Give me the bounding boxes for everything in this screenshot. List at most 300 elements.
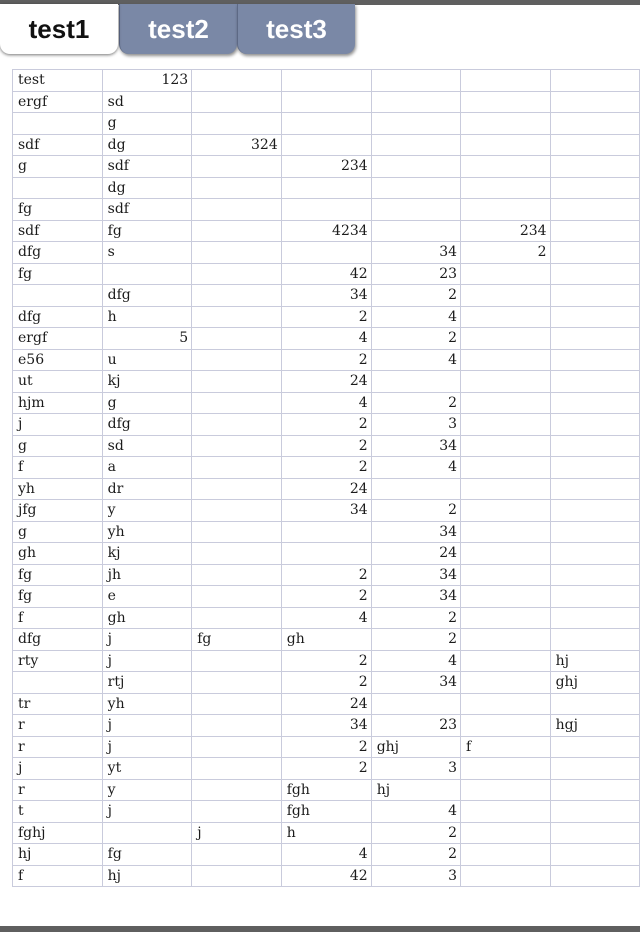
grid-cell[interactable] [550, 285, 639, 307]
grid-cell[interactable] [192, 177, 282, 199]
grid-cell[interactable]: test [13, 70, 103, 92]
grid-cell[interactable] [461, 672, 551, 694]
table-row [13, 435, 640, 457]
grid-cell[interactable]: dfg [102, 414, 192, 436]
grid-cell[interactable] [550, 607, 639, 629]
table-row [13, 693, 640, 715]
grid-cell[interactable] [192, 220, 282, 242]
grid-cell[interactable]: 23 [371, 715, 460, 737]
grid-cell[interactable] [461, 91, 551, 113]
grid-cell[interactable]: sdf [13, 134, 103, 156]
grid-cell[interactable]: 4 [371, 650, 460, 672]
grid-cell[interactable] [192, 564, 282, 586]
grid-cell[interactable] [550, 478, 639, 500]
grid-cell[interactable]: g [13, 435, 103, 457]
grid-cell[interactable] [281, 91, 371, 113]
grid-cell[interactable] [192, 758, 282, 780]
grid-cell[interactable]: 34 [281, 715, 371, 737]
grid-cell[interactable]: r [13, 779, 103, 801]
grid-cell[interactable] [461, 285, 551, 307]
grid-cell[interactable] [461, 414, 551, 436]
grid-cell[interactable]: fg [13, 199, 103, 221]
grid-cell[interactable] [461, 822, 551, 844]
grid-cell[interactable]: e56 [13, 349, 103, 371]
grid-cell[interactable] [461, 328, 551, 350]
grid-cell[interactable]: 2 [281, 564, 371, 586]
grid-cell[interactable] [461, 306, 551, 328]
grid-cell[interactable]: fghj [13, 822, 103, 844]
grid-cell[interactable]: 34 [281, 500, 371, 522]
grid-cell[interactable] [461, 500, 551, 522]
grid-cell[interactable] [461, 521, 551, 543]
grid-cell[interactable] [550, 543, 639, 565]
grid-cell[interactable] [13, 285, 103, 307]
grid-cell[interactable] [550, 586, 639, 608]
table-row [13, 865, 640, 887]
grid-cell[interactable]: kj [102, 371, 192, 393]
grid-cell[interactable] [461, 113, 551, 135]
table-row [13, 629, 640, 651]
grid-cell[interactable]: e [102, 586, 192, 608]
grid-cell[interactable] [550, 113, 639, 135]
grid-cell[interactable]: 2 [281, 306, 371, 328]
grid-cell[interactable] [461, 865, 551, 887]
grid-cell[interactable] [550, 435, 639, 457]
grid-cell[interactable]: 4 [371, 349, 460, 371]
grid-cell[interactable] [371, 371, 460, 393]
grid-cell[interactable]: ghj [550, 672, 639, 694]
table-row [13, 844, 640, 866]
grid-cell[interactable]: y [102, 779, 192, 801]
table-row [13, 607, 640, 629]
grid-cell[interactable] [461, 543, 551, 565]
grid-cell[interactable]: j [102, 650, 192, 672]
grid-cell[interactable]: ut [13, 371, 103, 393]
grid-cell[interactable] [281, 521, 371, 543]
grid-cell[interactable]: h [281, 822, 371, 844]
grid-cell[interactable]: g [13, 521, 103, 543]
grid-cell[interactable] [371, 91, 460, 113]
grid-cell[interactable]: j [192, 822, 282, 844]
grid-cell[interactable]: 42 [281, 263, 371, 285]
grid-cell[interactable] [192, 672, 282, 694]
grid-cell[interactable] [550, 156, 639, 178]
grid-cell[interactable]: 34 [371, 242, 460, 264]
grid-cell[interactable] [550, 865, 639, 887]
table-row [13, 564, 640, 586]
grid-cell[interactable] [192, 521, 282, 543]
table-row [13, 672, 640, 694]
grid-cell[interactable]: g [102, 392, 192, 414]
grid-cell[interactable] [550, 629, 639, 651]
grid-cell[interactable]: 4 [281, 844, 371, 866]
table-row [13, 306, 640, 328]
grid-cell[interactable]: yt [102, 758, 192, 780]
grid-cell[interactable]: 2 [371, 607, 460, 629]
spreadsheet-grid [12, 69, 640, 887]
grid-cell[interactable]: 2 [281, 736, 371, 758]
grid-cell[interactable]: j [13, 414, 103, 436]
grid-cell[interactable] [371, 693, 460, 715]
grid-cell[interactable] [550, 199, 639, 221]
grid-cell[interactable] [461, 779, 551, 801]
grid-cell[interactable]: 2 [371, 822, 460, 844]
grid-cell[interactable] [550, 392, 639, 414]
grid-cell[interactable] [550, 693, 639, 715]
grid-cell[interactable]: dfg [13, 629, 103, 651]
grid-cell[interactable]: s [102, 242, 192, 264]
grid-cell[interactable] [192, 457, 282, 479]
grid-cell[interactable] [461, 156, 551, 178]
table-row [13, 220, 640, 242]
grid-cell[interactable]: dfg [13, 306, 103, 328]
grid-cell[interactable]: f [13, 607, 103, 629]
grid-cell[interactable] [192, 478, 282, 500]
grid-cell[interactable]: fgh [281, 779, 371, 801]
table-row [13, 801, 640, 823]
grid-cell[interactable] [550, 457, 639, 479]
grid-cell[interactable]: u [102, 349, 192, 371]
grid-cell[interactable]: ergf [13, 91, 103, 113]
grid-cell[interactable] [281, 177, 371, 199]
grid-cell[interactable]: kj [102, 543, 192, 565]
table-row [13, 478, 640, 500]
grid-cell[interactable]: 3 [371, 758, 460, 780]
table-row [13, 543, 640, 565]
grid-cell[interactable] [550, 822, 639, 844]
grid-cell[interactable]: j [102, 715, 192, 737]
grid-cell[interactable]: r [13, 736, 103, 758]
grid-cell[interactable]: 2 [371, 500, 460, 522]
grid-cell[interactable] [192, 865, 282, 887]
grid-cell[interactable]: 3 [371, 865, 460, 887]
grid-cell[interactable] [461, 349, 551, 371]
grid-cell[interactable]: j [102, 629, 192, 651]
grid-cell[interactable] [192, 91, 282, 113]
grid-cell[interactable]: 24 [281, 693, 371, 715]
grid-cell[interactable]: dg [102, 134, 192, 156]
grid-cell[interactable] [102, 822, 192, 844]
grid-cell[interactable] [371, 177, 460, 199]
grid-cell[interactable] [461, 70, 551, 92]
grid-cell[interactable]: hj [13, 844, 103, 866]
table-row [13, 586, 640, 608]
grid-cell[interactable] [192, 306, 282, 328]
grid-cell[interactable]: 2 [371, 392, 460, 414]
grid-cell[interactable]: j [102, 801, 192, 823]
grid-cell[interactable]: h [102, 306, 192, 328]
grid-cell[interactable] [192, 586, 282, 608]
grid-cell[interactable] [371, 113, 460, 135]
grid-cell[interactable] [550, 328, 639, 350]
grid-cell[interactable]: hj [102, 865, 192, 887]
grid-cell[interactable]: yh [102, 521, 192, 543]
grid-cell[interactable]: 234 [281, 156, 371, 178]
table-row [13, 715, 640, 737]
grid-cell[interactable]: gh [13, 543, 103, 565]
grid-cell[interactable] [461, 758, 551, 780]
grid-cell[interactable] [192, 263, 282, 285]
grid-cell[interactable]: fg [192, 629, 282, 651]
grid-cell[interactable]: hj [550, 650, 639, 672]
grid-cell[interactable] [461, 650, 551, 672]
grid-cell[interactable]: 24 [371, 543, 460, 565]
tab-test1[interactable]: test1 [0, 4, 118, 54]
grid-cell[interactable]: 4 [371, 801, 460, 823]
table-row [13, 457, 640, 479]
grid-cell[interactable] [281, 543, 371, 565]
grid-cell[interactable]: g [13, 156, 103, 178]
grid-cell[interactable]: f [461, 736, 551, 758]
grid-cell[interactable]: 2 [281, 457, 371, 479]
grid-cell[interactable]: 2 [281, 650, 371, 672]
grid-cell[interactable] [192, 414, 282, 436]
grid-cell[interactable] [281, 199, 371, 221]
grid-cell[interactable]: tr [13, 693, 103, 715]
grid-cell[interactable] [550, 91, 639, 113]
grid-cell[interactable] [371, 134, 460, 156]
grid-cell[interactable]: 2 [371, 285, 460, 307]
grid-cell[interactable] [461, 801, 551, 823]
grid-cell[interactable]: y [102, 500, 192, 522]
grid-cell[interactable]: fg [13, 564, 103, 586]
grid-cell[interactable]: dfg [13, 242, 103, 264]
grid-cell[interactable] [550, 844, 639, 866]
grid-cell[interactable]: dg [102, 177, 192, 199]
table-row [13, 263, 640, 285]
grid-cell[interactable]: dr [102, 478, 192, 500]
grid-cell[interactable] [550, 371, 639, 393]
grid-cell[interactable]: t [13, 801, 103, 823]
grid-cell[interactable]: g [102, 113, 192, 135]
grid-cell[interactable] [550, 220, 639, 242]
grid-cell[interactable]: 2 [281, 586, 371, 608]
grid-cell[interactable]: fg [13, 586, 103, 608]
grid-cell[interactable]: 2 [371, 328, 460, 350]
grid-cell[interactable] [192, 328, 282, 350]
grid-cell[interactable] [461, 435, 551, 457]
grid-cell[interactable]: sdf [13, 220, 103, 242]
grid-cell[interactable]: 4 [371, 306, 460, 328]
grid-cell[interactable] [550, 736, 639, 758]
grid-cell[interactable] [13, 672, 103, 694]
grid-cell[interactable]: 42 [281, 865, 371, 887]
grid-cell[interactable] [371, 70, 460, 92]
grid-cell[interactable] [192, 242, 282, 264]
grid-cell[interactable] [461, 715, 551, 737]
grid-cell[interactable] [102, 263, 192, 285]
grid-cell[interactable] [461, 629, 551, 651]
grid-cell[interactable] [461, 392, 551, 414]
grid-cell[interactable]: 2 [461, 242, 551, 264]
grid-cell[interactable] [192, 607, 282, 629]
grid-cell[interactable]: gh [102, 607, 192, 629]
grid-cell[interactable]: 34 [371, 586, 460, 608]
grid-cell[interactable]: fg [102, 220, 192, 242]
grid-cell[interactable] [192, 113, 282, 135]
grid-cell[interactable]: 2 [281, 672, 371, 694]
grid-cell[interactable]: ghj [371, 736, 460, 758]
table-row [13, 736, 640, 758]
table-row [13, 414, 640, 436]
tab-test2[interactable]: test2 [119, 4, 237, 54]
grid-cell[interactable]: 2 [281, 758, 371, 780]
grid-cell[interactable] [461, 564, 551, 586]
grid-cell[interactable] [281, 242, 371, 264]
grid-cell[interactable]: fgh [281, 801, 371, 823]
grid-cell[interactable] [461, 263, 551, 285]
grid-cell[interactable]: rty [13, 650, 103, 672]
grid-cell[interactable]: sdf [102, 156, 192, 178]
grid-cell[interactable] [550, 779, 639, 801]
grid-cell[interactable]: yh [102, 693, 192, 715]
grid-cell[interactable] [281, 113, 371, 135]
grid-cell[interactable]: 324 [192, 134, 282, 156]
table-row [13, 392, 640, 414]
grid-cell[interactable]: 24 [281, 371, 371, 393]
grid-cell[interactable]: 34 [371, 564, 460, 586]
grid-cell[interactable]: sd [102, 91, 192, 113]
grid-cell[interactable] [550, 414, 639, 436]
grid-cell[interactable] [13, 113, 103, 135]
grid-cell[interactable]: hjm [13, 392, 103, 414]
grid-cell[interactable]: 2 [281, 435, 371, 457]
grid-cell[interactable]: j [13, 758, 103, 780]
grid-cell[interactable]: 23 [371, 263, 460, 285]
grid-cell[interactable] [461, 478, 551, 500]
grid-cell[interactable]: 4 [281, 392, 371, 414]
grid-cell[interactable] [192, 392, 282, 414]
grid-cell[interactable]: 4 [281, 607, 371, 629]
grid-cell[interactable] [461, 177, 551, 199]
grid-cell[interactable] [281, 70, 371, 92]
grid-cell[interactable] [461, 844, 551, 866]
grid-cell[interactable] [461, 371, 551, 393]
table-row [13, 521, 640, 543]
grid-cell[interactable] [192, 500, 282, 522]
grid-cell[interactable]: a [102, 457, 192, 479]
table-row [13, 650, 640, 672]
grid-cell[interactable] [192, 543, 282, 565]
grid-cell[interactable]: 2 [281, 414, 371, 436]
table-row [13, 822, 640, 844]
table-row [13, 113, 640, 135]
grid-cell[interactable] [550, 242, 639, 264]
grid-cell[interactable]: 4 [371, 457, 460, 479]
grid-cell[interactable] [371, 478, 460, 500]
grid-cell[interactable]: 24 [281, 478, 371, 500]
grid-cell[interactable]: fg [102, 844, 192, 866]
grid-cell[interactable]: rtj [102, 672, 192, 694]
grid-cell[interactable] [461, 607, 551, 629]
grid-cell[interactable] [192, 715, 282, 737]
grid-cell[interactable]: hj [371, 779, 460, 801]
grid-cell[interactable] [550, 758, 639, 780]
grid-cell[interactable]: f [13, 865, 103, 887]
grid-cell[interactable]: 34 [371, 672, 460, 694]
grid-cell[interactable] [550, 70, 639, 92]
grid-cell[interactable]: j [102, 736, 192, 758]
grid-cell[interactable]: 234 [461, 220, 551, 242]
grid-cell[interactable]: ergf [13, 328, 103, 350]
grid-cell[interactable] [192, 285, 282, 307]
grid-cell[interactable] [192, 349, 282, 371]
grid-cell[interactable] [192, 70, 282, 92]
grid-cell[interactable]: 34 [281, 285, 371, 307]
grid-cell[interactable] [192, 779, 282, 801]
grid-cell[interactable] [192, 736, 282, 758]
grid-cell[interactable]: sd [102, 435, 192, 457]
grid-cell[interactable] [192, 199, 282, 221]
grid-cell[interactable] [461, 693, 551, 715]
grid-cell[interactable] [461, 199, 551, 221]
grid-cell[interactable] [192, 693, 282, 715]
grid-cell[interactable] [371, 199, 460, 221]
grid-cell[interactable] [550, 521, 639, 543]
grid-cell[interactable] [550, 263, 639, 285]
grid-cell[interactable] [192, 435, 282, 457]
table-row [13, 242, 640, 264]
table-row [13, 177, 640, 199]
grid-cell[interactable] [192, 650, 282, 672]
grid-cell[interactable]: 2 [281, 349, 371, 371]
grid-cell[interactable]: 5 [102, 328, 192, 350]
grid-cell[interactable] [281, 134, 371, 156]
grid-cell[interactable] [461, 134, 551, 156]
grid-cell[interactable] [371, 220, 460, 242]
grid-cell[interactable]: gh [281, 629, 371, 651]
grid-cell[interactable] [13, 177, 103, 199]
grid-cell[interactable]: 2 [371, 844, 460, 866]
bottom-bar [0, 926, 640, 932]
grid-cell[interactable]: yh [13, 478, 103, 500]
grid-cell[interactable] [192, 801, 282, 823]
grid-cell[interactable]: 4 [281, 328, 371, 350]
grid-cell[interactable]: dfg [102, 285, 192, 307]
grid-cell[interactable] [192, 156, 282, 178]
table-row [13, 349, 640, 371]
grid-cell[interactable] [550, 564, 639, 586]
grid-cell[interactable]: 2 [371, 629, 460, 651]
grid-cell[interactable]: 123 [102, 70, 192, 92]
grid-cell[interactable] [550, 134, 639, 156]
grid-cell[interactable] [550, 177, 639, 199]
grid-cell[interactable]: 34 [371, 521, 460, 543]
table-row [13, 70, 640, 92]
grid-cell[interactable]: f [13, 457, 103, 479]
grid-cell[interactable] [550, 500, 639, 522]
grid-cell[interactable]: jfg [13, 500, 103, 522]
grid-cell[interactable]: 3 [371, 414, 460, 436]
grid-cell[interactable]: sdf [102, 199, 192, 221]
grid-cell[interactable] [371, 156, 460, 178]
grid-cell[interactable]: 4234 [281, 220, 371, 242]
grid-cell[interactable] [550, 349, 639, 371]
table-row [13, 285, 640, 307]
tab-test3[interactable]: test3 [237, 4, 355, 54]
grid-cell[interactable]: jh [102, 564, 192, 586]
grid-cell[interactable]: 34 [371, 435, 460, 457]
grid-cell[interactable]: r [13, 715, 103, 737]
grid-cell[interactable] [192, 371, 282, 393]
grid-cell[interactable]: fg [13, 263, 103, 285]
grid-cell[interactable] [550, 306, 639, 328]
grid-cell[interactable]: hgj [550, 715, 639, 737]
grid-cell[interactable] [461, 457, 551, 479]
grid-cell[interactable] [550, 801, 639, 823]
grid-cell[interactable] [192, 844, 282, 866]
grid-cell[interactable] [461, 586, 551, 608]
